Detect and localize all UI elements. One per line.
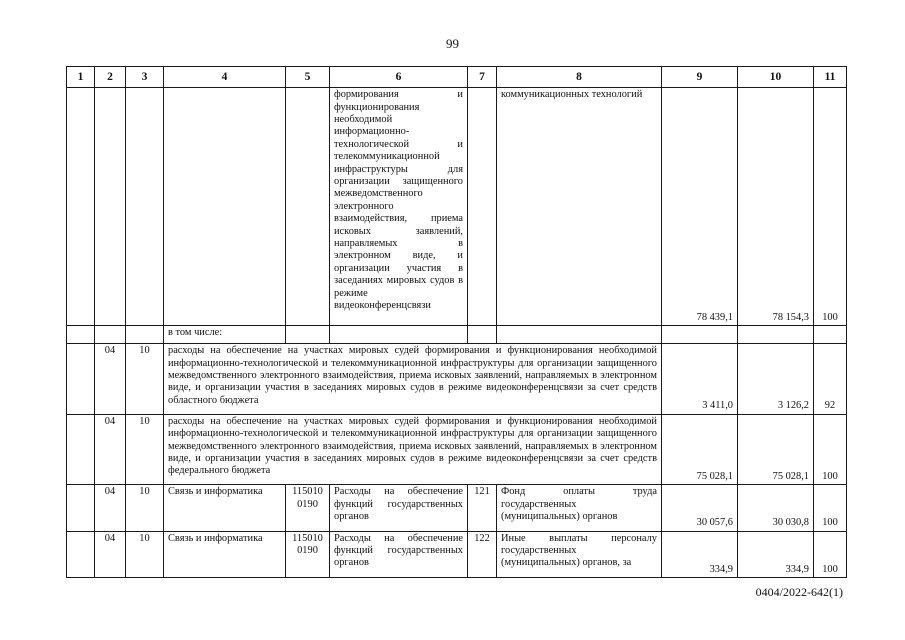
merged-description: расходы на обеспечение на участках мировых судей формирования и функционирования необходимой информационно-технологической и телекоммуникационной инфраструктуры для организации защищенного межведомственного электронного взаимодействия, приема исковых заявлений, направляемых в электронном виде, и организации участия в заседаниях мировых судов в режиме видеоконференцсвязи за счет средств федерального бюджета [164,414,662,485]
column-header: 6 [330,67,468,88]
table-row-121 [67,485,847,531]
table-cell [67,88,95,326]
page-number: 99 [446,36,459,51]
column-header: 3 [126,67,164,88]
amount-executed: 334,9 [738,531,814,577]
amount-executed: 30 030,8 [738,485,814,531]
table-cell [662,326,738,344]
column-header: 7 [468,67,497,88]
table-row-regional-budget [67,344,847,415]
subsection-code: 10 [126,531,164,577]
table-cell [67,531,95,577]
table-cell [468,326,497,344]
amount-executed: 78 154,3 [738,88,814,326]
program-name: Связь и информатика [164,531,286,577]
document-code: 0404/2022-642(1) [755,585,843,599]
table-cell [286,88,330,326]
table-cell [67,414,95,485]
table-cell [67,485,95,531]
amount-planned: 334,9 [662,531,738,577]
table-cell [468,88,497,326]
section-code: 04 [95,344,126,415]
column-header: 10 [738,67,814,88]
column-header: 1 [67,67,95,88]
expense-description: Расходы на обеспечение функций государственных органов [330,531,468,577]
including-label: в том числе: [164,326,286,344]
column-header: 5 [286,67,330,88]
section-code: 04 [95,485,126,531]
program-name: Связь и информатика [164,485,286,531]
amount-planned: 30 057,6 [662,485,738,531]
table-cell [330,326,468,344]
table-cell [95,326,126,344]
merged-description: расходы на обеспечение на участках мировых судей формирования и функционирования необходимой информационно-технологической и телекоммуникационной инфраструктуры для организации защищенного межведомственного электронного взаимодействия, приема исковых заявлений, направляемых в электронном виде, и организации участия в заседаниях мировых судов в режиме видеоконференцсвязи за счет средств областного бюджета [164,344,662,415]
expense-description: формирования и функционирования необходимой информационно-технологической и телекоммуникационной инфраструктуры для организации защищенного межведомственного электронного взаимодействия, приема исковых заявлений, направляемых в электронном виде, и организации участия в заседаниях мировых судов в режиме видеоконференцсвязи [330,88,468,326]
amount-planned: 3 411,0 [662,344,738,415]
table-cell [286,326,330,344]
expense-type: Иные выплаты персоналу государственных (муниципальных) органов, за [497,531,662,577]
table-cell [67,344,95,415]
table-cell [814,326,847,344]
expense-type: Фонд оплаты труда государственных (муниципальных) органов [497,485,662,531]
table-cell [164,88,286,326]
header-row [67,67,847,88]
table-row-122 [67,531,847,577]
section-code: 04 [95,414,126,485]
expense-type-code: 122 [468,531,497,577]
amount-planned: 75 028,1 [662,414,738,485]
expense-description: Расходы на обеспечение функций государственных органов [330,485,468,531]
amount-planned: 78 439,1 [662,88,738,326]
execution-percent: 92 [814,344,847,415]
execution-percent: 100 [814,414,847,485]
table-cell [67,326,95,344]
amount-executed: 3 126,2 [738,344,814,415]
column-header: 9 [662,67,738,88]
table-cell [497,326,662,344]
amount-executed: 75 028,1 [738,414,814,485]
target-code: 115010 0190 [286,531,330,577]
target-code: 115010 0190 [286,485,330,531]
section-code: 04 [95,531,126,577]
table-cell [95,88,126,326]
table-cell [126,326,164,344]
column-header: 8 [497,67,662,88]
table-cell [126,88,164,326]
execution-percent: 100 [814,531,847,577]
table-row-including [67,326,847,344]
table-row-continuation [67,88,847,326]
subsection-code: 10 [126,414,164,485]
table-cell [738,326,814,344]
subsection-code: 10 [126,344,164,415]
table-row-federal-budget [67,414,847,485]
column-header: 4 [164,67,286,88]
expense-type-code: 121 [468,485,497,531]
execution-percent: 100 [814,88,847,326]
execution-percent: 100 [814,485,847,531]
budget-table [66,66,847,578]
expense-type: коммуникационных технологий [497,88,662,326]
subsection-code: 10 [126,485,164,531]
column-header: 2 [95,67,126,88]
column-header: 11 [814,67,847,88]
